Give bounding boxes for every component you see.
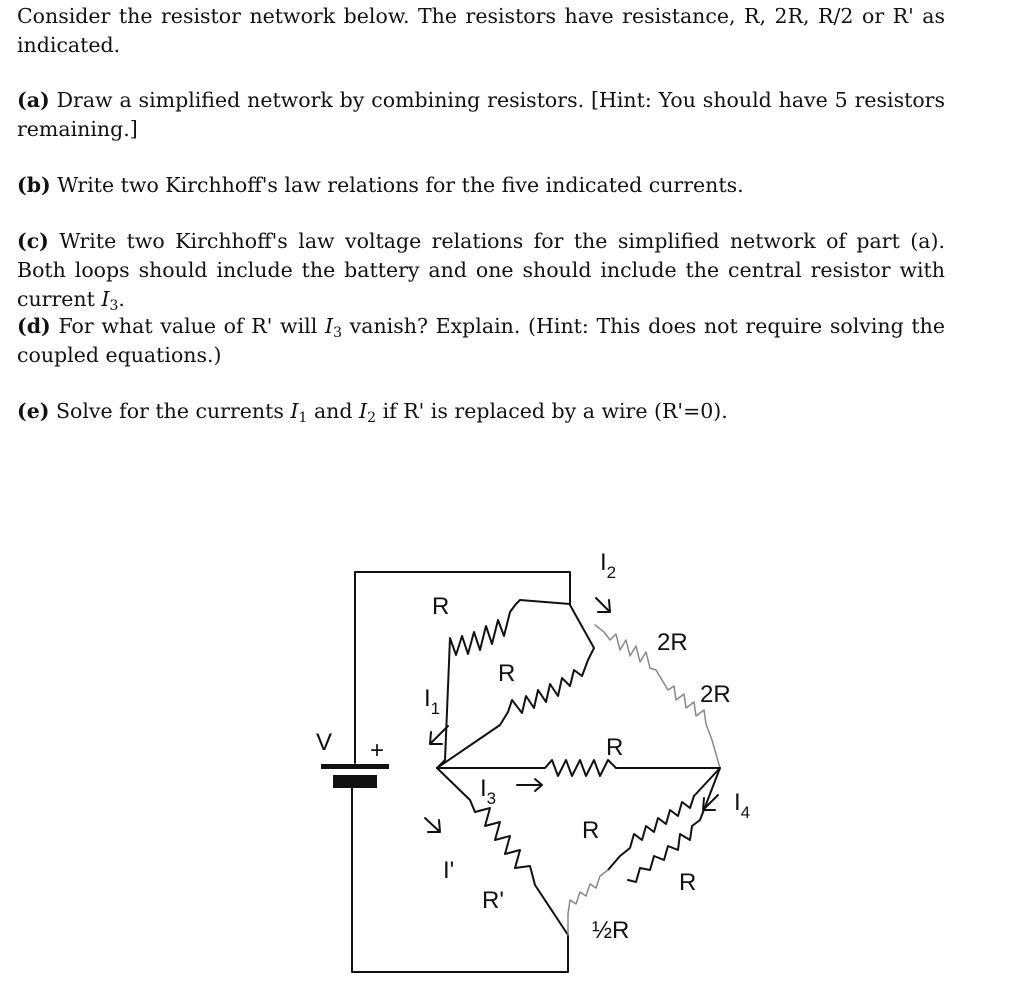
part-e-label: (e): [17, 399, 50, 423]
part-c-end: .: [118, 287, 125, 311]
label-upper-right-inner: 2R: [700, 681, 731, 708]
part-d-sub: 3: [333, 325, 342, 341]
part-e-text-1: Solve for the currents: [55, 399, 291, 423]
part-e-sub-2: 2: [367, 410, 377, 426]
resistor-center: [437, 760, 720, 776]
i4-sub: 4: [740, 803, 751, 822]
iprime-main: I': [443, 857, 455, 884]
part-e-sub-1: 1: [298, 410, 308, 426]
arrow-i2: [596, 598, 610, 612]
part-e-var-1: I: [290, 399, 299, 423]
label-lower-right-top: R: [582, 817, 600, 844]
part-d-label: (d): [17, 314, 51, 338]
part-a-label: (a): [17, 88, 50, 112]
label-current-i1: [424, 685, 440, 718]
i3-main: I: [480, 775, 487, 802]
label-current-i2: [600, 549, 616, 582]
part-e-text-3: if R' is replaced by a wire (R'=0).: [376, 399, 728, 423]
label-bottom: ½R: [592, 917, 630, 944]
part-e-text-2: and: [307, 399, 360, 423]
part-c-text: Write two Kirchhoff's law voltage relations for the simplified network of part (a). Both loops should include the battery and one should include the central resistor with current: [17, 229, 945, 311]
battery-symbol: [321, 764, 389, 788]
i2-sub: 2: [606, 563, 617, 582]
part-d-end: vanish? Explain. (Hint: This does not require solving the coupled equations.): [17, 314, 945, 367]
i1-sub: 1: [430, 699, 441, 718]
arrow-i3: [517, 779, 542, 791]
arrow-i4: [703, 795, 718, 810]
label-lower-right-bottom: R: [679, 869, 697, 896]
label-current-iprime: [443, 857, 454, 884]
part-c-sub: 3: [109, 298, 119, 314]
resistor-upper-right-outer: [595, 625, 656, 670]
part-c-var: I: [101, 287, 110, 311]
i4-main: I: [734, 789, 741, 816]
part-d-var: I: [324, 314, 334, 338]
arrow-iprime: [425, 818, 440, 832]
resistor-upper-left-inner: [437, 605, 594, 768]
wire-bottom: [352, 778, 568, 972]
part-a-text: Draw a simplified network by combining resistors. [Hint: You should have 5 resistors remaining.]: [17, 88, 945, 141]
battery-plus-label: +: [370, 737, 385, 764]
resistor-lower-right-top: [608, 768, 720, 870]
i3-sub: 3: [486, 789, 497, 808]
battery-long-plate: [321, 764, 389, 769]
intro-text: Consider the resistor network below. The resistors have resistance, R, 2R, R/2 or R' as indicated.: [17, 4, 945, 57]
battery-voltage-label: V: [316, 729, 333, 756]
label-current-i3: [480, 775, 496, 808]
label-upper-right-outer: 2R: [657, 629, 688, 656]
i1-main: I: [424, 685, 431, 712]
part-b-text: Write two Kirchhoff's law relations for the five indicated currents.: [57, 173, 744, 197]
label-current-i4: [734, 789, 750, 822]
part-b-label: (b): [17, 173, 51, 197]
label-lower-left: R': [482, 887, 504, 914]
label-upper-left-inner: R: [498, 660, 516, 687]
part-d-text: For what value of R' will: [58, 314, 325, 338]
i2-main: I: [600, 549, 607, 576]
label-center: R: [606, 734, 624, 761]
part-e-var-2: I: [359, 399, 368, 423]
label-upper-left-outer: R: [432, 593, 450, 620]
part-c-label: (c): [17, 229, 49, 253]
resistor-lower-right-bottom: [628, 768, 720, 882]
battery-short-plate: [333, 775, 377, 788]
